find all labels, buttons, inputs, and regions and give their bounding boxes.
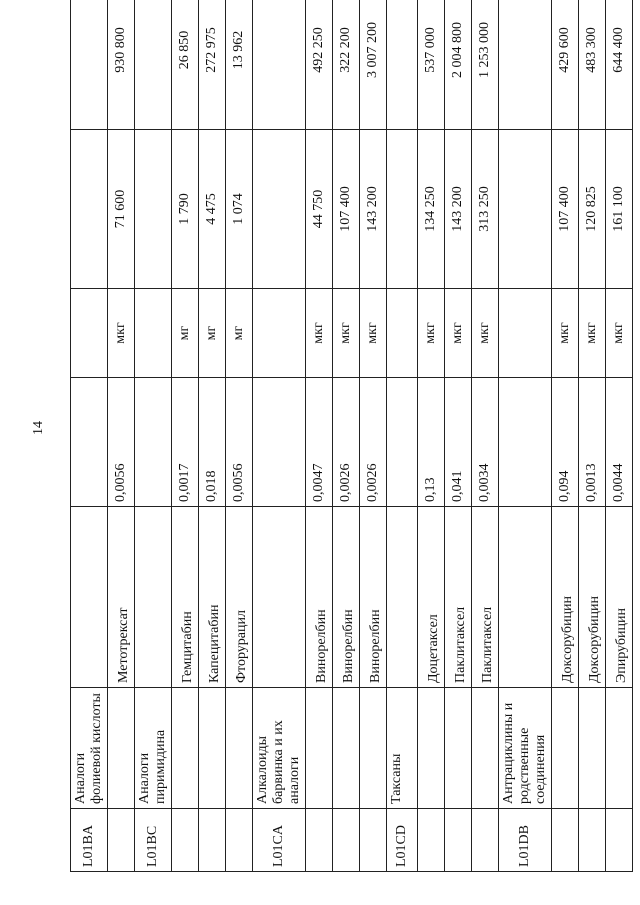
total-cost-cell: 1 253 000 bbox=[472, 0, 499, 130]
dose-cell bbox=[499, 378, 552, 507]
total-cost-cell: 3 007 200 bbox=[360, 0, 387, 130]
table-group-row bbox=[253, 0, 306, 872]
total-cost-cell: 13 962 bbox=[226, 0, 253, 130]
dose-cell: 0,0056 bbox=[108, 378, 135, 507]
atc-code-cell bbox=[108, 809, 135, 872]
dose-cell: 0,0034 bbox=[472, 378, 499, 507]
dose-cell: 0,094 bbox=[552, 378, 579, 507]
total-cost-cell: 429 600 bbox=[552, 0, 579, 130]
atc-code-cell bbox=[418, 809, 445, 872]
atc-code-cell bbox=[552, 809, 579, 872]
table-row bbox=[226, 0, 253, 872]
unit-cell: мкг bbox=[360, 289, 387, 378]
unit-price-cell: 1 074 bbox=[226, 130, 253, 289]
drug-name-cell: Паклитаксел bbox=[472, 507, 499, 688]
dose-cell: 0,041 bbox=[445, 378, 472, 507]
group-name-cell bbox=[306, 688, 333, 809]
unit-cell bbox=[71, 289, 108, 378]
group-name-cell bbox=[333, 688, 360, 809]
total-cost-cell: 272 975 bbox=[199, 0, 226, 130]
atc-code-cell bbox=[445, 809, 472, 872]
unit-cell: мг bbox=[199, 289, 226, 378]
drug-name-cell: Винорелбин bbox=[333, 507, 360, 688]
dose-cell: 0,0056 bbox=[226, 378, 253, 507]
drug-name-cell bbox=[253, 507, 306, 688]
total-cost-cell: 644 400 bbox=[606, 0, 633, 130]
table-row bbox=[472, 0, 499, 872]
unit-cell: мкг bbox=[333, 289, 360, 378]
group-name-cell: Аналоги пиримидина bbox=[135, 688, 172, 809]
table-row bbox=[606, 0, 633, 872]
atc-code-cell bbox=[579, 809, 606, 872]
dose-cell bbox=[387, 378, 418, 507]
dose-cell: 0,13 bbox=[418, 378, 445, 507]
dose-cell: 0,0017 bbox=[172, 378, 199, 507]
group-name-cell: Антрациклины и родственные соединения bbox=[499, 688, 552, 809]
atc-code-cell: L01CA bbox=[253, 809, 306, 872]
total-cost-cell: 492 250 bbox=[306, 0, 333, 130]
unit-price-cell: 143 200 bbox=[445, 130, 472, 289]
unit-price-cell bbox=[253, 130, 306, 289]
unit-price-cell: 161 100 bbox=[606, 130, 633, 289]
group-name-cell: Таксаны bbox=[387, 688, 418, 809]
drug-name-cell: Метотрексат bbox=[108, 507, 135, 688]
atc-code-cell bbox=[333, 809, 360, 872]
unit-price-cell: 107 400 bbox=[552, 130, 579, 289]
dose-cell: 0,0044 bbox=[606, 378, 633, 507]
group-name-cell: Алкалоиды барвинка и их аналоги bbox=[253, 688, 306, 809]
drug-name-cell bbox=[499, 507, 552, 688]
total-cost-cell bbox=[71, 0, 108, 130]
unit-cell: мкг bbox=[445, 289, 472, 378]
total-cost-cell bbox=[387, 0, 418, 130]
table-group-row bbox=[135, 0, 172, 872]
unit-cell bbox=[253, 289, 306, 378]
group-name-cell bbox=[606, 688, 633, 809]
table-group-row bbox=[387, 0, 418, 872]
unit-cell: мкг bbox=[108, 289, 135, 378]
dose-cell: 0,0026 bbox=[360, 378, 387, 507]
total-cost-cell: 537 000 bbox=[418, 0, 445, 130]
group-name-cell bbox=[172, 688, 199, 809]
drug-name-cell: Винорелбин bbox=[306, 507, 333, 688]
atc-code-cell: L01DB bbox=[499, 809, 552, 872]
unit-cell: мкг bbox=[606, 289, 633, 378]
table-row bbox=[552, 0, 579, 872]
dose-cell: 0,0026 bbox=[333, 378, 360, 507]
unit-price-cell: 1 790 bbox=[172, 130, 199, 289]
unit-price-cell: 4 475 bbox=[199, 130, 226, 289]
drug-name-cell: Доксорубицин bbox=[552, 507, 579, 688]
table-row bbox=[108, 0, 135, 872]
unit-price-cell bbox=[135, 130, 172, 289]
drug-name-cell: Доцетаксел bbox=[418, 507, 445, 688]
unit-cell: мг bbox=[226, 289, 253, 378]
drug-name-cell bbox=[387, 507, 418, 688]
total-cost-cell: 322 200 bbox=[333, 0, 360, 130]
group-name-cell bbox=[445, 688, 472, 809]
unit-price-cell: 107 400 bbox=[333, 130, 360, 289]
total-cost-cell bbox=[499, 0, 552, 130]
unit-price-cell: 44 750 bbox=[306, 130, 333, 289]
drug-name-cell bbox=[135, 507, 172, 688]
drug-name-cell: Капецитабин bbox=[199, 507, 226, 688]
atc-code-cell bbox=[172, 809, 199, 872]
dose-cell bbox=[253, 378, 306, 507]
page-number: 14 bbox=[31, 421, 46, 435]
drug-name-cell bbox=[71, 507, 108, 688]
atc-code-cell: L01BC bbox=[135, 809, 172, 872]
unit-cell: мкг bbox=[472, 289, 499, 378]
total-cost-cell: 2 004 800 bbox=[445, 0, 472, 130]
table-row bbox=[418, 0, 445, 872]
group-name-cell bbox=[579, 688, 606, 809]
unit-cell: мкг bbox=[418, 289, 445, 378]
dose-cell bbox=[71, 378, 108, 507]
drug-name-cell: Фторурацил bbox=[226, 507, 253, 688]
table-row bbox=[360, 0, 387, 872]
table-row bbox=[333, 0, 360, 872]
group-name-cell bbox=[108, 688, 135, 809]
unit-price-cell: 134 250 bbox=[418, 130, 445, 289]
table-row bbox=[172, 0, 199, 872]
document-table-wrapper bbox=[70, 22, 629, 872]
unit-cell: мкг bbox=[552, 289, 579, 378]
atc-code-cell: L01BA bbox=[71, 809, 108, 872]
unit-cell: мкг bbox=[306, 289, 333, 378]
table-group-row bbox=[71, 0, 108, 872]
drug-name-cell: Гемцитабин bbox=[172, 507, 199, 688]
total-cost-cell bbox=[135, 0, 172, 130]
unit-price-cell: 143 200 bbox=[360, 130, 387, 289]
drug-cost-table bbox=[70, 0, 633, 872]
group-name-cell bbox=[199, 688, 226, 809]
table-row bbox=[306, 0, 333, 872]
total-cost-cell: 930 800 bbox=[108, 0, 135, 130]
dose-cell: 0,018 bbox=[199, 378, 226, 507]
unit-price-cell bbox=[387, 130, 418, 289]
dose-cell: 0,0047 bbox=[306, 378, 333, 507]
unit-price-cell bbox=[71, 130, 108, 289]
atc-code-cell bbox=[199, 809, 226, 872]
group-name-cell: Аналоги фолиевой кислоты bbox=[71, 688, 108, 809]
unit-price-cell bbox=[499, 130, 552, 289]
unit-cell bbox=[499, 289, 552, 378]
unit-price-cell: 71 600 bbox=[108, 130, 135, 289]
atc-code-cell bbox=[472, 809, 499, 872]
table-group-row bbox=[499, 0, 552, 872]
unit-cell: мг bbox=[172, 289, 199, 378]
group-name-cell bbox=[226, 688, 253, 809]
total-cost-cell bbox=[253, 0, 306, 130]
drug-name-cell: Доксорубицин bbox=[579, 507, 606, 688]
table-row bbox=[445, 0, 472, 872]
unit-cell bbox=[387, 289, 418, 378]
drug-name-cell: Эпирубицин bbox=[606, 507, 633, 688]
dose-cell: 0,0013 bbox=[579, 378, 606, 507]
group-name-cell bbox=[472, 688, 499, 809]
atc-code-cell bbox=[606, 809, 633, 872]
unit-price-cell: 313 250 bbox=[472, 130, 499, 289]
table-row bbox=[199, 0, 226, 872]
dose-cell bbox=[135, 378, 172, 507]
drug-name-cell: Винорелбин bbox=[360, 507, 387, 688]
group-name-cell bbox=[552, 688, 579, 809]
total-cost-cell: 26 850 bbox=[172, 0, 199, 130]
drug-name-cell: Паклитаксел bbox=[445, 507, 472, 688]
unit-cell: мкг bbox=[579, 289, 606, 378]
group-name-cell bbox=[360, 688, 387, 809]
unit-price-cell: 120 825 bbox=[579, 130, 606, 289]
group-name-cell bbox=[418, 688, 445, 809]
atc-code-cell bbox=[226, 809, 253, 872]
atc-code-cell: L01CD bbox=[387, 809, 418, 872]
atc-code-cell bbox=[360, 809, 387, 872]
table-row bbox=[579, 0, 606, 872]
total-cost-cell: 483 300 bbox=[579, 0, 606, 130]
atc-code-cell bbox=[306, 809, 333, 872]
unit-cell bbox=[135, 289, 172, 378]
